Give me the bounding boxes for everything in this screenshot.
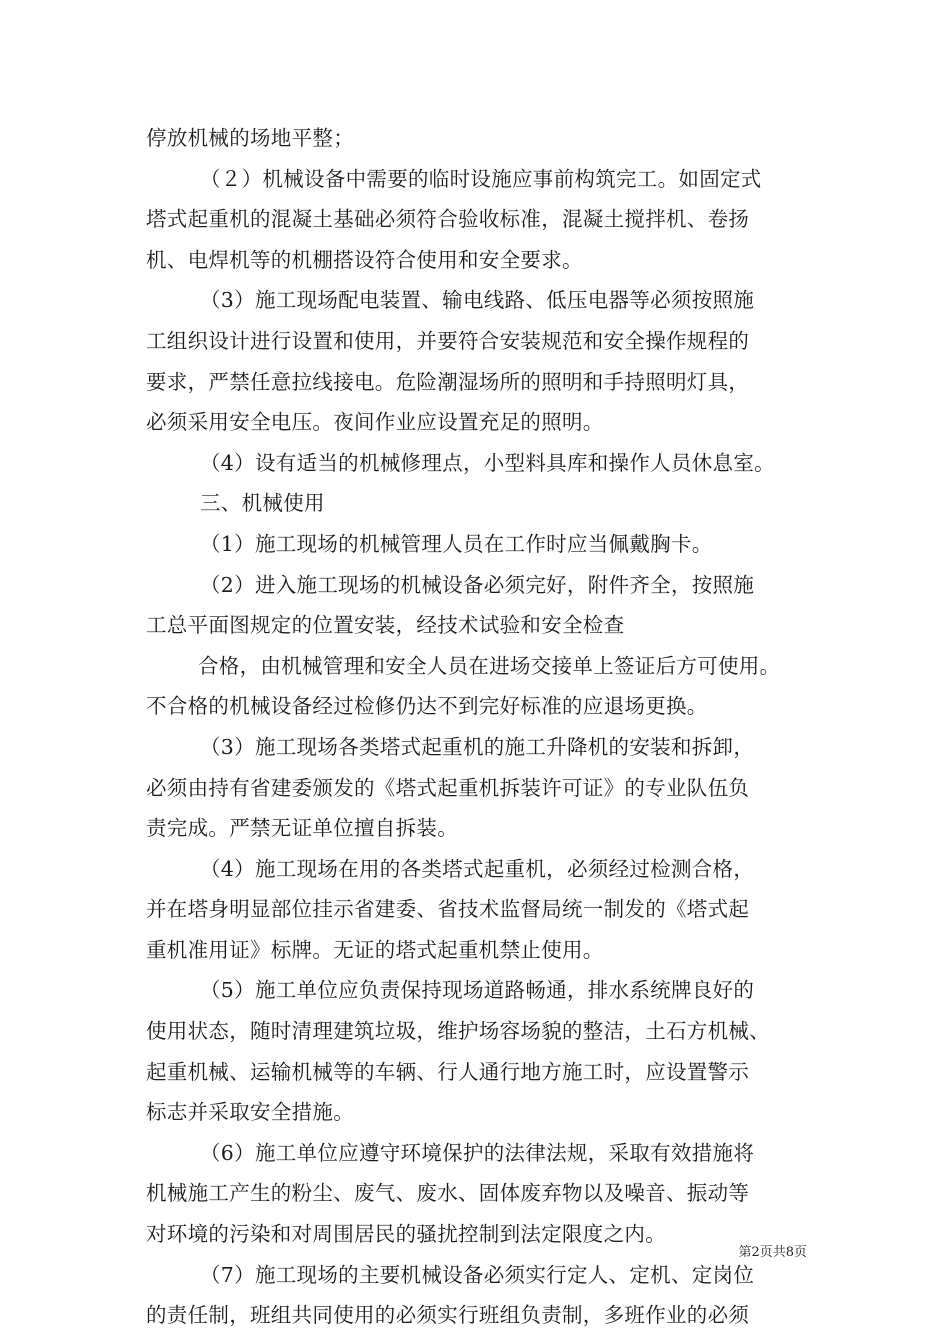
text-line: （5）施工单位应负责保持现场道路畅通，排水系统牌良好的	[200, 978, 755, 1003]
text-line: （4）设有适当的机械修理点，小型料具库和操作人员休息室。	[200, 450, 775, 475]
text-line: 的责任制，班组共同使用的必须实行班组负责制，多班作业的必须	[146, 1303, 750, 1328]
text-line: 工组织设计进行设置和使用，并要符合安装规范和安全操作规程的	[146, 328, 750, 353]
text-line: 对环境的污染和对周围居民的骚扰控制到法定限度之内。	[146, 1222, 666, 1247]
text-line: 重机准用证》标牌。无证的塔式起重机禁止使用。	[146, 937, 604, 962]
text-line: 工总平面图规定的位置安装，经技术试验和安全检查	[146, 613, 625, 638]
text-line: （1）施工现场的机械管理人员在工作时应当佩戴胸卡。	[200, 531, 713, 556]
text-line: 使用状态，随时清理建筑垃圾，维护场容场貌的整洁，土石方机械、	[146, 1019, 770, 1044]
text-line: 必须由持有省建委颁发的《塔式起重机拆装许可证》的专业队伍负	[146, 775, 750, 800]
text-line: 合格，由机械管理和安全人员在进场交接单上签证后方可使用。	[198, 653, 781, 678]
text-line: 标志并采取安全措施。	[146, 1100, 354, 1125]
text-line: 塔式起重机的混凝土基础必须符合验收标准，混凝土搅拌机、卷扬	[146, 207, 750, 232]
text-line: （7）施工现场的主要机械设备必须实行定人、定机、定岗位	[200, 1262, 755, 1287]
text-line: 必须采用安全电压。夜间作业应设置充足的照明。	[146, 410, 604, 435]
section-heading: 三、机械使用	[200, 491, 325, 516]
text-line: （6）施工单位应遵守环境保护的法律法规，采取有效措施将	[200, 1140, 755, 1165]
page-number: 第2页共8页	[738, 1245, 807, 1260]
text-line: 机、电焊机等的机棚搭设符合使用和安全要求。	[146, 247, 583, 272]
text-line: 不合格的机械设备经过检修仍达不到完好标准的应退场更换。	[146, 694, 708, 719]
text-line: （2）进入施工现场的机械设备必须完好，附件齐全，按照施	[200, 572, 755, 597]
text-line: 责完成。严禁无证单位擅自拆装。	[146, 816, 458, 841]
text-line: （２）机械设备中需要的临时设施应事前构筑完工。如固定式	[200, 166, 762, 191]
text-line: 停放机械的场地平整；	[146, 126, 354, 150]
document-body	[146, 118, 836, 1336]
text-line: 机械施工产生的粉尘、废气、废水、固体废弃物以及噪音、振动等	[146, 1181, 750, 1206]
text-line: 并在塔身明显部位挂示省建委、省技术监督局统一制发的《塔式起	[146, 897, 750, 922]
text-line: 要求，严禁任意拉线接电。危险潮湿场所的照明和手持照明灯具，	[146, 369, 750, 394]
text-line: （4）施工现场在用的各类塔式起重机，必须经过检测合格，	[200, 856, 755, 881]
text-line: 起重机械、运输机械等的车辆、行人通行地方施工时，应设置警示	[146, 1059, 750, 1084]
text-line: （3）施工现场配电装置、输电线路、低压电器等必须按照施	[200, 288, 755, 313]
text-line: （3）施工现场各类塔式起重机的施工升降机的安装和拆卸，	[200, 734, 755, 759]
